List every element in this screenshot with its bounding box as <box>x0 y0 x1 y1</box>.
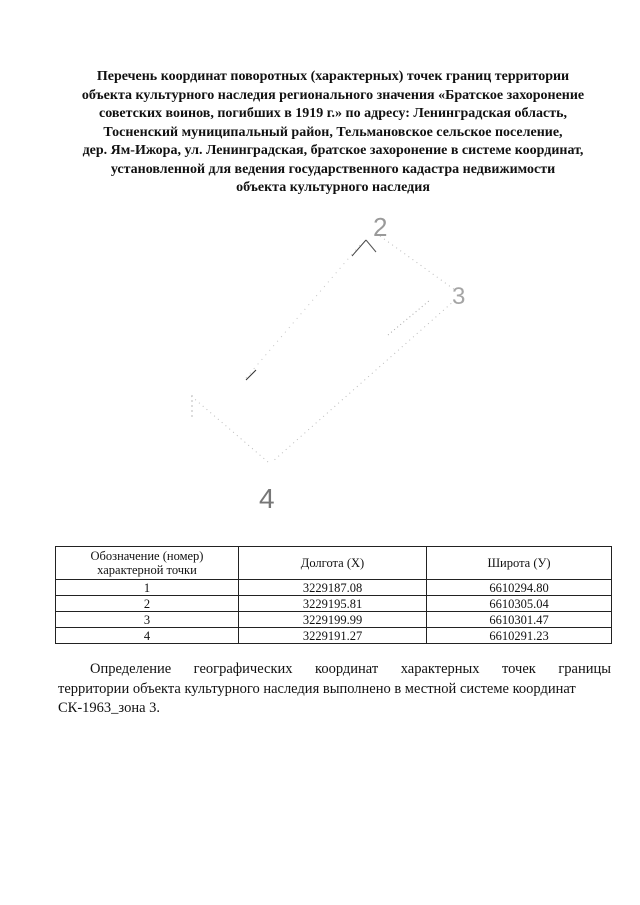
note-line: СК-1963_зона 3. <box>58 700 161 716</box>
boundary-stroke <box>246 370 256 380</box>
title-line: установленной для ведения государственного кадастра недвижимости <box>110 161 556 177</box>
cell-latitude: 6610291.23 <box>427 628 612 644</box>
boundary-stroke <box>352 240 366 256</box>
boundary-stroke <box>388 300 430 335</box>
table-row <box>56 628 612 644</box>
cell-point-number: 2 <box>56 596 239 612</box>
title-line: Тосненский муниципальный район, Тельмановское сельское поселение, <box>103 124 563 140</box>
boundary-line-2-3 <box>380 236 455 290</box>
header-longitude: Долгота (X) <box>239 547 427 580</box>
title-line: дер. Ям-Ижора, ул. Ленинградская, братское захоронение в системе координат, <box>82 143 584 158</box>
table-row <box>56 612 612 628</box>
note-line: Определение географических координат характерных точек границы <box>90 661 611 677</box>
cell-longitude: 3229187.08 <box>239 580 427 596</box>
point-label-4: 4 <box>259 483 275 514</box>
point-label-2: 2 <box>373 212 388 242</box>
table-row <box>56 580 612 596</box>
boundary-line-1-2 <box>246 245 360 378</box>
title-line: советских воинов, погибших в 1919 г.» по адресу: Ленинградская область, <box>98 106 567 121</box>
title-line: объекта культурного наследия регионального значения «Братское захоронение <box>81 87 585 103</box>
boundary-sketch <box>0 195 640 525</box>
cell-point-number: 1 <box>56 580 239 596</box>
cell-point-number: 4 <box>56 628 239 644</box>
header-latitude: Широта (У) <box>427 547 612 580</box>
coordinates-table <box>55 546 612 644</box>
cell-latitude: 6610301.47 <box>427 612 612 628</box>
title-line: объекта культурного наследия <box>236 180 430 195</box>
point-label-3: 3 <box>452 283 466 310</box>
table-row <box>56 596 612 612</box>
note-line: территории объекта культурного наследия выполнено в местной системе координат <box>58 680 576 697</box>
cell-longitude: 3229195.81 <box>239 596 427 612</box>
boundary-line-3-4 <box>272 300 455 462</box>
cell-longitude: 3229199.99 <box>239 612 427 628</box>
header-point-number: Обозначение (номер) характерной точки <box>56 547 239 580</box>
document-title <box>40 68 626 198</box>
cell-latitude: 6610294.80 <box>427 580 612 596</box>
boundary-line-4-1 <box>190 395 268 462</box>
table-header-row <box>56 547 612 580</box>
cell-latitude: 6610305.04 <box>427 596 612 612</box>
coordinate-system-note <box>58 660 611 719</box>
cell-point-number: 3 <box>56 612 239 628</box>
title-line: Перечень координат поворотных (характерных) точек границ территории <box>96 69 570 84</box>
cell-longitude: 3229191.27 <box>239 628 427 644</box>
